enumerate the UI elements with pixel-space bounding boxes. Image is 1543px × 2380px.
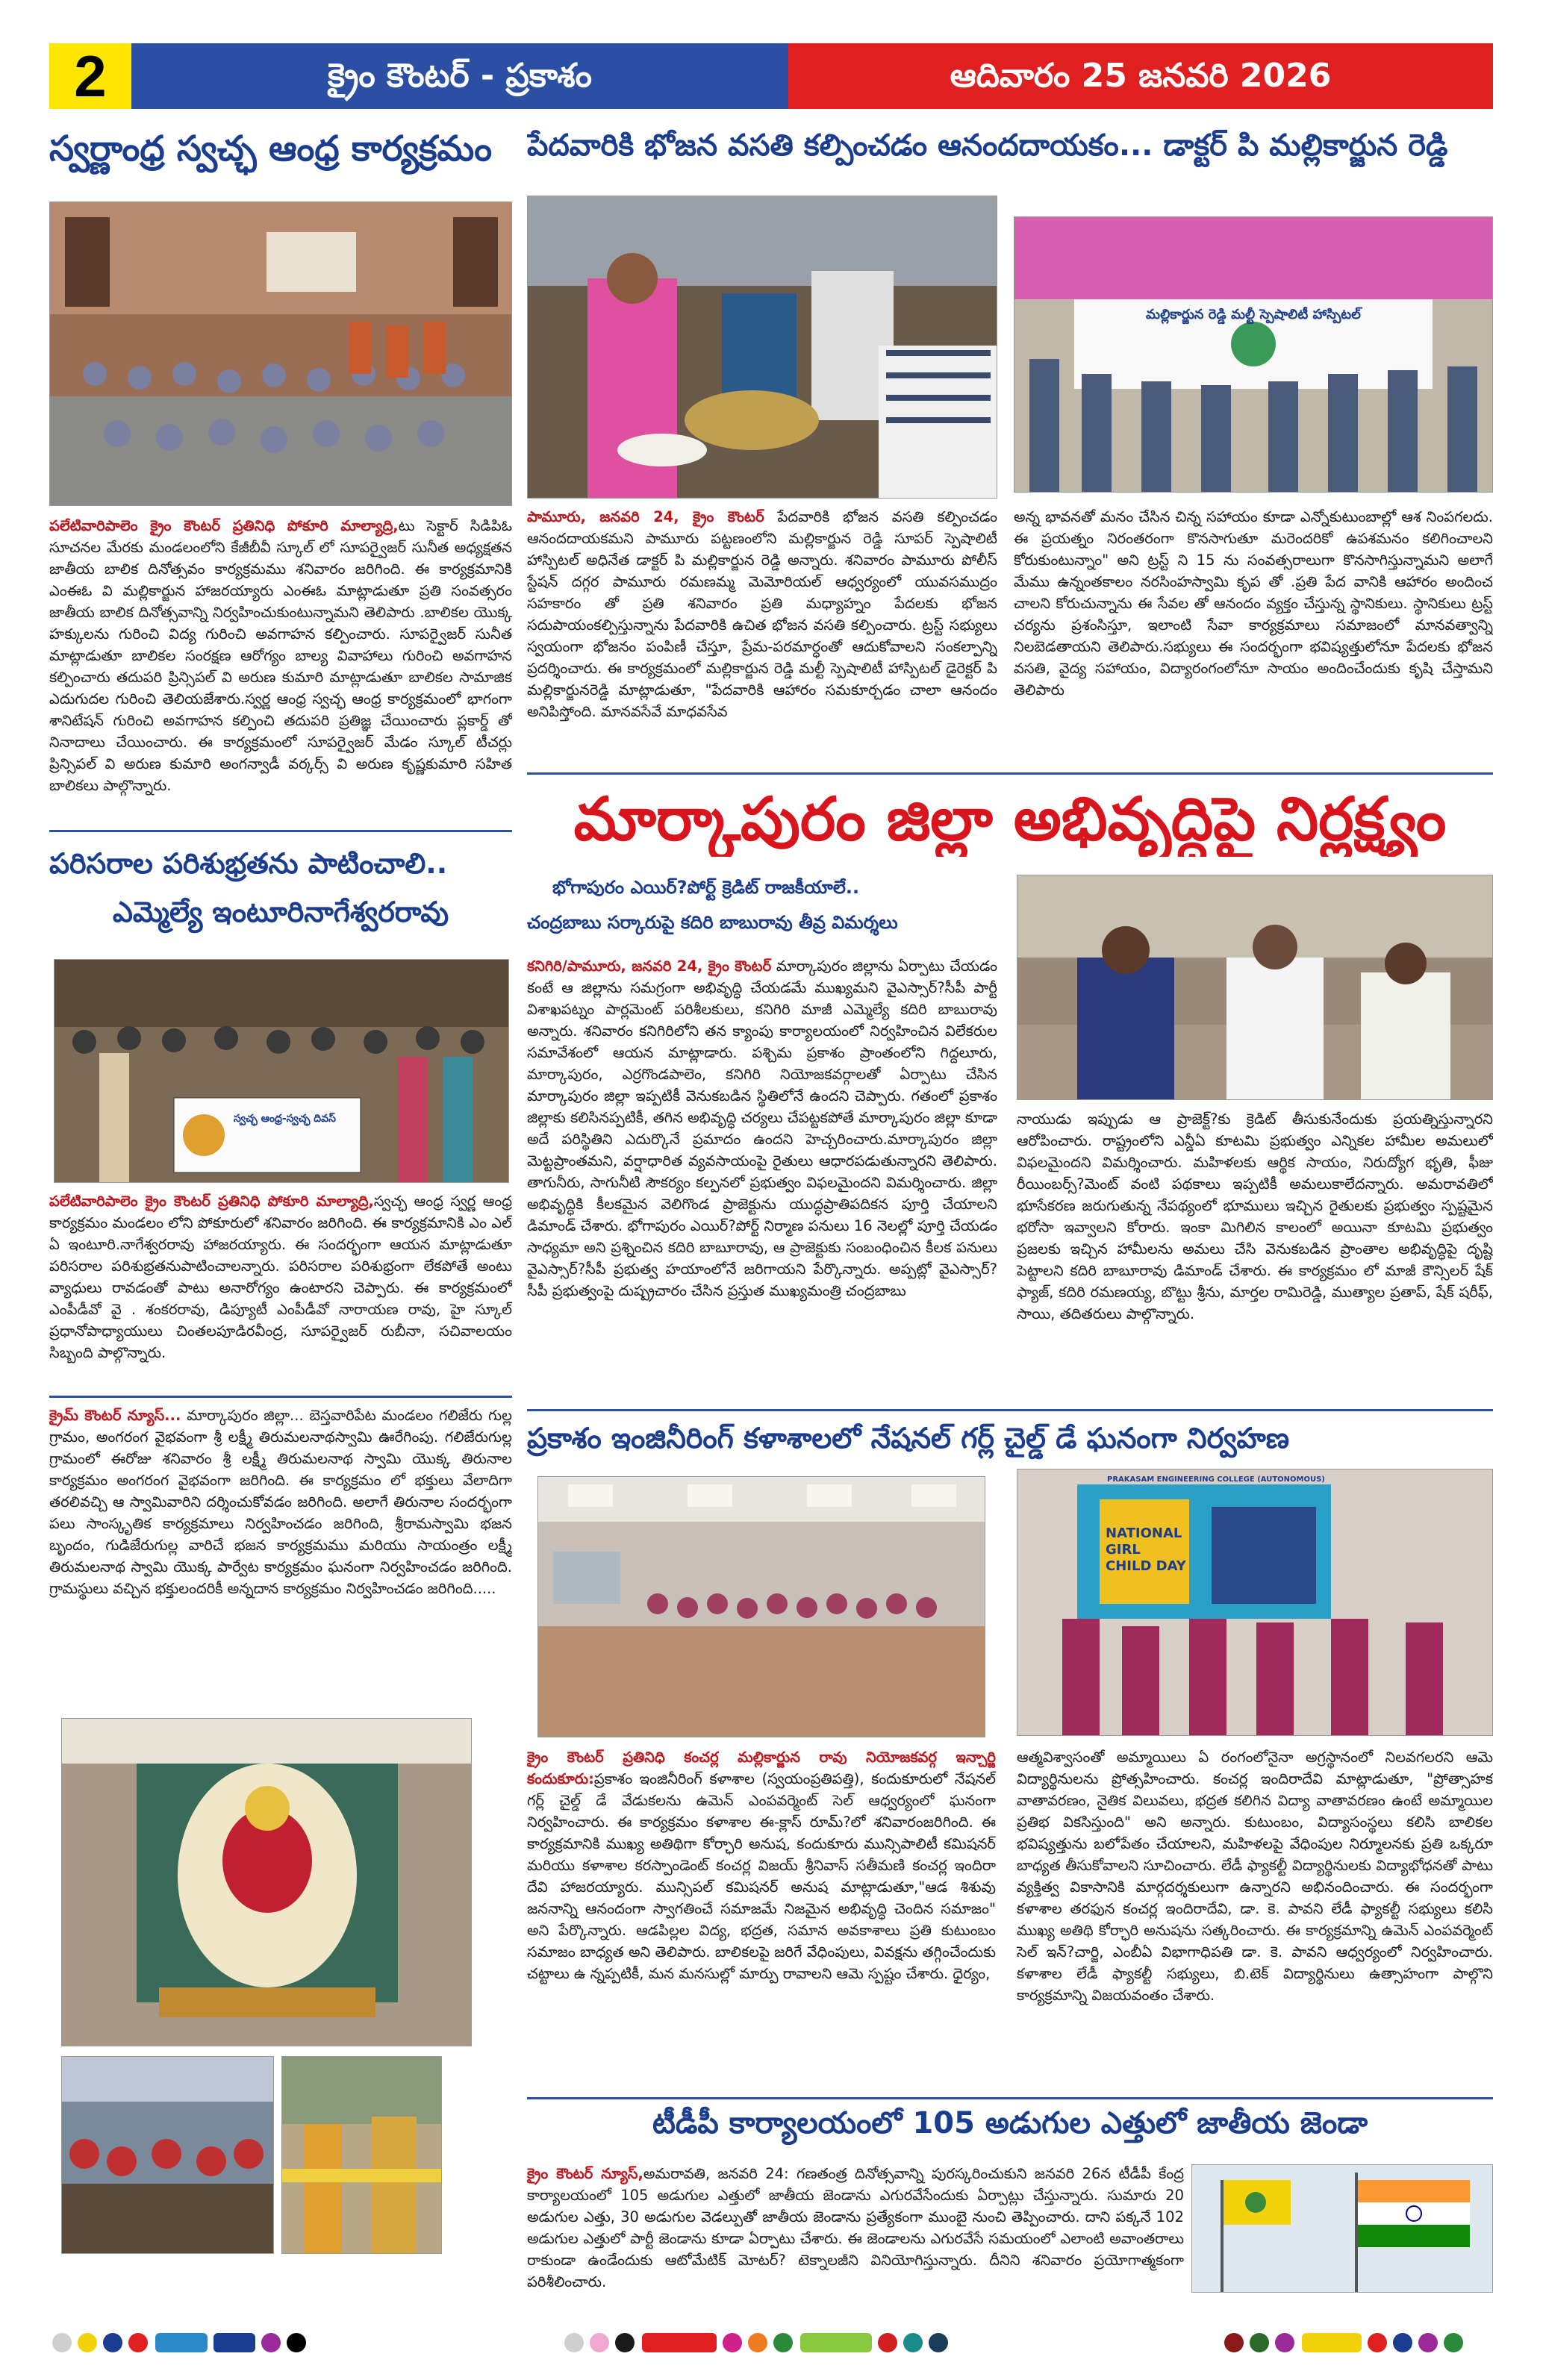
story1-body <box>49 515 512 821</box>
story6-classroom-photo <box>537 1476 985 1737</box>
story5-byline: క్రైమ్ కౌంటర్ న్యూస్... <box>49 1407 181 1424</box>
story3-body-right: నాయుడు ఇప్పుడు ఆ ప్రాజెక్ట్?కు క్రెడిట్ తీసుకునేందుకు ప్రయత్నిస్తున్నారని ఆరోపించారు. రాష్ట్రంలోని ఎన్డీఏ కూటమి ప్రభుత్వం ఎన్నికల హామీల అమలులో విఫలమైందని విమర్శించారు. మహిళలకు ఆర్థిక సాయం, నిరుద్యోగ భృతి, ఫీజు రీయింబర్స్?మెంట్ వంటి పథకాలు ఇప్పటికీ అమలుకాలేదన్నారు. అమరావతిలో భూసేకరణ జరుగుతున్న నేపథ్యంలో భూములు ఇచ్చిన రైతులకు ప్రభుత్వం స్పష్టమైన భరోసా ఇవ్వాలని కోరారు. ఇంకా మిగిలిన కాలంలో అయినా కూటమి ప్రభుత్వం ప్రజలకు ఇచ్చిన హామీలను అమలు చేసి వెనుకబడిన ప్రాంతాల అభివృద్ధిపై దృష్టి పెట్టాలని కదిరి బాబూరావు డిమాండ్ చేశారు. ఈ కార్యక్రమం లో మాజీ కౌన్సిలర్ షేక్ ఫ్యాజ్, కదిరి రమణయ్య, బొట్టు శ్రీను, మార్తల రామిరెడ్డి, ముత్యాల ప్రతాప్, షేక్ షరీఫ్, సాయి, తదితరులు పాల్గొన్నారు. <box>1017 1111 1493 1322</box>
story5-deity-photo <box>61 1718 472 2046</box>
divider <box>49 830 512 832</box>
story2-banner: మల్లికార్జున రెడ్డి మల్టీ స్పెషాలిటీ హాస్పిటల్ <box>1146 307 1361 322</box>
story2-body-left <box>527 506 997 767</box>
story7-byline: క్రైం కౌంటర్ న్యూస్, <box>527 2165 643 2182</box>
publication-date: ఆదివారం 25 జనవరి 2026 <box>788 43 1493 109</box>
divider <box>527 1409 1493 1411</box>
story6-stage-photo <box>1017 1469 1493 1736</box>
story7-flags-photo <box>1191 2164 1493 2293</box>
story2-byline: పామూరు, జనవరి 24, క్రైం కౌంటర్ <box>527 508 764 525</box>
story6-banner: NATIONAL GIRL CHILD DAY <box>1106 1525 1186 1574</box>
story1-text: టు సెక్టార్ సిడిపిఓ సూచనల మేరకు మండలంలోని కేజీబీవీ స్కూల్ లో సూపర్వైజర్ సునీత అధ్యక్షతన జాతీయ బాలిక దినోత్సవం కార్యక్రమము శనివారం జరిగింది. ఈ కార్యక్రమానికి ఎంఈఓ వి మల్లికార్జున హాజరయ్యారు ఎంఈఓ మాట్లాడుతూ ప్రతి సంవత్సరం జాతీయ బాలిక దినోత్సవాన్ని నిర్వహించుకుంటున్నామని తెలిపారు .బాలికల యొక్క హక్కులను గురించి విద్య గురించి అవగాహన కల్పించారు. సూపర్వైజర్ సునీత మాట్లాడుతూ బాలికల సంరక్షణ ఆరోగ్యం బాల్య వివాహాలు గురించి అవగాహన కల్పించారు తదుపరి ప్రిన్సిపల్ వి అరుణ కుమారి మాట్లాడుతూ బాలికల సామాజిక ఎదుగుదల గురించి తెలియజేశారు.స్వర్ణ ఆంధ్ర స్వచ్ఛ ఆంధ్ర కార్యక్రమంలో భాగంగా శానిటేషన్ గురించి అవగాహన కల్పించి తదుపరి ప్రతిజ్ఞ చేయించారు ప్లకార్డ్ తో నినాదాలు చేయించారు. ఈ కార్యక్రమంలో సూపర్వైజర్ మేడం స్కూల్ టీచర్లు ప్రిన్సిపల్ వి అరుణ కుమారి అంగన్వాడీ వర్కర్స్ వి అరుణ కృష్ణకుమారి సహిత బాలికలు పాల్గొన్నారు. <box>49 517 512 794</box>
story2-hospital-photo <box>1014 216 1493 493</box>
story3-subhead1: భోగాపురం ఎయిర్?పోర్ట్ క్రెడిట్ రాజకీయాలే.. <box>552 877 860 898</box>
publication-title: క్రైం కౌంటర్ - ప్రకాశం <box>131 43 788 109</box>
story1-headline: స్వర్ణాంధ్ర స్వచ్ఛ ఆంధ్ర కార్యక్రమం <box>49 128 493 169</box>
story6-banner-top: PRAKASAM ENGINEERING COLLEGE (AUTONOMOUS) <box>1107 1475 1325 1484</box>
story6-body-right: ఆత్మవిశ్వాసంతో అమ్మాయిలు ఏ రంగంలోనైనా అగ్రస్థానంలో నిలవగలరని ఆమె విద్యార్థినులను ప్రోత్సహించారు. కంచర్ల ఇందిరాదేవి మాట్లాడుతూ, "ప్రోత్సాహక వాతావరణం, నైతిక విలువలు, భద్రత కలిగిన విద్యా వాతావరణం ఉంటే అమ్మాయిల ప్రతిభ వికసిస్తుంది" అని అన్నారు. కుటుంబం, విద్యాసంస్థలు కలిసి బాలికల భవిష్యత్తును బలోపేతం చేయాలని, మహిళలపై వేధింపుల నిర్మూలనకు ప్రతి ఒక్కరూ బాధ్యత తీసుకోవాలని సూచించారు. లేడీ ఫ్యాకల్టీ విద్యార్థినులకు విద్యాభోధనతో పాటు వ్యక్తిత్వ వికాసానికి మార్గదర్శకులుగా ఉన్నారని అభినందించారు. ఈ సందర్భంగా కళాశాల తరఫున కంచర్ల ఇందిరాదేవి, డా. కె. పావని లేడీ ఫ్యాకల్టీ సభ్యులు కలిసి ముఖ్య అతిథి కోర్ఛారి అనుషను సత్కరించారు. ఈ కార్యక్రమాన్ని ఉమెన్ ఎంపవర్మెంట్ సెల్ ఇన్?చార్జి, ఎంబీఏ విభాగాధిపతి డా. కె. పావని ఆధ్వర్యంలో నిర్వహించారు. కళాశాల లేడీ ఫ్యాకల్టీ సభ్యులు, బి.టెక్ విద్యార్థినులు ఉత్సాహంగా పాల్గొని కార్యక్రమాన్ని విజయవంతం చేశారు. <box>1017 1749 1493 2004</box>
story6-headline: ప్రకాశం ఇంజినీరింగ్ కళాశాలలో నేషనల్ గర్ల్ చైల్డ్ డే ఘనంగా నిర్వహణ <box>527 1422 1290 1455</box>
story5-text: మార్కాపురం జిల్లా... బెస్తవారిపేట మండలం గలిజేరు గుల్ల గ్రామం, అంగరంగ వైభవంగా శ్రీ లక్ష్మీ తిరుమలనాథస్వామి ఊరేగింపు. గలిజేరుగుల్ల గ్రామంలో ఈరోజు శనివారం శ్రీ లక్ష్మీ తిరుమలనాథ స్వామి యొక్క తిరునాల కార్యక్రమం అంగరంగ వైభవంగా జరిగింది. ఈ కార్యక్రమం లో భక్తులు వేలాదిగా తరలివచ్చి ఆ స్వామివారిని దర్శించుకోవడం జరిగింది. అలాగే తిరునాల సందర్భంగా పలు సాంస్కృతిక కార్యక్రమాలు నిర్వహించడం జరిగింది, శ్రీరామస్వామి భజన బృందం, గుడిజేరుగుల్ల వారిచే భజన కార్యక్రమము మరియు సాయంత్రం లక్ష్మీ తిరుమలనాథ స్వామి యొక్క పార్వేట కార్యక్రమం ఘనంగా నిర్వహించడం జరిగింది. గ్రామస్థులు వచ్చిన భక్తులందరికీ అన్నదాన కార్యక్రమం నిర్వహించడం జరిగింది..... <box>49 1407 512 1597</box>
story4-photo <box>54 959 509 1183</box>
story4-headline: పరిసరాల పరిశుభ్రతను పాటించాలి.. <box>49 847 448 880</box>
story3-headline: మార్కాపురం జిల్లా అభివృద్ధిపై నిర్లక్ష్యం <box>573 784 1447 854</box>
story6-text-left: ప్రకాశం ఇంజినీరింగ్ కళాశాల (స్వయంప్రతిపత్తి), కందుకూరులో నేషనల్ గర్ల్ చైల్డ్ డే వేడుకలను ఉమెన్ ఎంపవర్మెంట్ సెల్ ఆధ్వర్యంలో ఘనంగా నిర్వహించారు. ఈ కార్యక్రమం కళాశాల ఈ-క్లాస్ రూమ్?లో శనివారంజరిగింది. ఈ కార్యక్రమానికి ముఖ్య అతిథిగా కోర్ఛారి అనుష, కందుకూరు మున్సిపాలిటీ కమిషనర్ మరియు కళాశాల కరస్పాండెంట్ కంచర్ల విజయ్ శ్రీనివాస్ సతీమణి కంచర్ల ఇందిరా దేవి హాజరయ్యారు. మున్సిపల్ కమిషనర్ అనుష మాట్లాడుతూ,"ఆడ శిశువు జననాన్ని ఆనందంగా స్వాగతించే సమాజమే నిజమైన అభివృద్ధి చెందిన సమాజం" అని పేర్కొన్నారు. ఆడపిల్లల విద్య, భద్రత, సమాన అవకాశాలు ప్రతి కుటుంబం సమాజం బాధ్యత అని తెలిపారు. బాలికలపై జరిగే వేధింపులు, వివక్షను తగ్గించేందుకు చట్టాలు ఉ న్నప్పటికీ, మన మనసుల్లో మార్పు రావాలని ఆమె స్పష్టం చేశారు. ధైర్యం, <box>527 1770 996 1982</box>
story3-body-left <box>527 955 997 1403</box>
story4-subheadline: ఎమ్మెల్యే ఇంటూరినాగేశ్వరరావు <box>112 896 449 928</box>
story5-bhajan-photo <box>281 2056 442 2254</box>
story3-byline: కనిగిరి/పామూరు, జనవరి 24, క్రైం కౌంటర్ <box>527 958 772 975</box>
story3-photo <box>1017 875 1493 1100</box>
story7-headline: టీడీపీ కార్యాలయంలో 105 అడుగుల ఎత్తులో జాతీయ జెండా <box>652 2106 1368 2140</box>
page-number: 2 <box>49 43 131 109</box>
story4-banner: స్వచ్ఛ ఆంధ్ర-స్వచ్ఛ దివస్ <box>234 1113 336 1125</box>
story7-text: అమరావతి, జనవరి 24: గణతంత్ర దినోత్సవాన్ని పురస్కరించుకుని జనవరి 26న టీడీపీ కేంద్ర కార్యాలయంలో 105 అడుగుల ఎత్తులో జాతీయ జెండాను ఎగురవేసేందుకు ఏర్పాట్లు చేస్తున్నారు. సుమారు 20 అడుగుల ఎత్తు, 30 అడుగుల వెడల్పుతో జాతీయ జెండాను ప్రత్యేకంగా ముంబై నుంచి తెప్పించారు. దాని పక్కనే 102 అడుగుల ఎత్తులో పార్టీ జెండాను కూడా ఏర్పాటు చేశారు. ఈ జెండాలను ఎగురవేసే సమయంలో ఎలాంటి అవాంతరాలు రాకుండా ఉండేందుకు ఆటోమేటిక్ మోటర్? టెక్నాలజీని వినియోగిస్తున్నారు. దీనిని శనివారం ప్రయోగాత్మకంగా పరిశీలించారు. <box>527 2165 1184 2290</box>
story6-byline: క్రైం కౌంటర్ ప్రతినిధి కంచర్ల మల్లికార్జున రావు నియోజకవర్గ ఇన్చార్జి కందుకూరు: <box>527 1749 996 1787</box>
story4-text: స్వచ్ఛ ఆంధ్ర స్వర్ణ ఆంధ్ర కార్యక్రమం మండలం లోని పోకూరులో శనివారం జరిగింది. ఈ కార్యక్రమానికి ఎం ఎల్ ఏ ఇంటూరి.నాగేశ్వరరావు హాజరయ్యారు. ఈ సందర్భంగా ఆయన మాట్లాడుతూ పరిసరాల పరిశుభ్రతనుపాటించాలన్నారు. పరిసరాల పరిశుభ్రంగా లేకపోతే అంటు వ్యాధులు రావడంతో పాటు అనారోగ్యం ఉంటారని చెప్పారు. ఈ కార్యక్రమంలో ఎంపీడీవో వై . శంకరరావు, డిప్యూటీ ఎంపీడీవో నారాయణ రావు, హై స్కూల్ ప్రధానోపాధ్యాయులు చింతలపూడిరవీంద్ర, సూపర్వైజర్ రుబీనా, సచివాలయం సిబ్బంది పాల్గొన్నారు. <box>49 1193 512 1361</box>
story6-body-left <box>527 1746 996 2090</box>
story1-photo <box>49 202 512 506</box>
story2-text-left: పేదవారికి భోజన వసతి కల్పించడం ఆనందదాయకమని పామూరు పట్టణంలోని మల్లికార్జున రెడ్డి సూపర్ స్పెషాలిటీ హాస్పిటల్ అధినేత డాక్టర్ పి మల్లికార్జున రెడ్డి అన్నారు. శనివారం పామూరు పోలీస్ స్టేషన్ దగ్గర పామూరు రమణమ్మ మెమోరియల్ ఆధ్వర్యంలో యువసముద్రం సహకారం తో ప్రతి శనివారం ప్రతి మధ్యాహ్నం పేదలకు భోజన సదుపాయంకల్పిస్తున్నాను పేదవారికి ఉచిత భోజన వసతి కల్పించారు. ట్రస్ట్ సభ్యులు స్వయంగా భోజనం పంపిణీ చేస్తూ, ప్రేమ-పరమార్ధంతో ఆదుకోవాలని సంకల్పాన్ని ప్రదర్శించారు. ఈ కార్యక్రమంలో మల్లికార్జున రెడ్డి మల్టీ స్పెషాలిటీ హాస్పిటల్ డైరెక్టర్ పి మల్లికార్జునరెడ్డి మాట్లాడుతూ, "పేదవారికి ఆహారం సమకూర్చడం చాలా ఆనందం అనిపిస్తోంది. మానవసేవే మాధవసేవ <box>527 508 997 720</box>
story2-food-photo <box>527 196 997 499</box>
story5-crowd-photo <box>61 2056 274 2254</box>
story4-byline: పలేటివారిపాలెం క్రైం కౌంటర్ ప్రతినిధి పోకూరి మాల్యాద్రి, <box>49 1193 374 1210</box>
story2-headline: పేదవారికి భోజన వసతి కల్పించడం ఆనందదాయకం... డాక్టర్ పి మల్లికార్జున రెడ్డి <box>527 128 1448 163</box>
story3-subhead2: చంద్రబాబు సర్కారుపై కదిరి బాబురావు తీవ్ర విమర్శలు <box>527 912 898 933</box>
story3-text-left: మార్కాపురం జిల్లాను ఏర్పాటు చేయడం కంటే ఆ జిల్లాను సమగ్రంగా అభివృద్ధి చేయడమే ముఖ్యమని వైఎస్సార్?సీపీ పార్టీ విశాఖపట్నం పార్లమెంట్ పరిశీలకులు, కనిగిరి మాజీ ఎమ్మెల్యే కదిరి బాబురావు అన్నారు. శనివారం కనిగిరిలోని తన క్యాంపు కార్యాలయంలో నిర్వహించిన విలేకరుల సమావేశంలో ఆయన మాట్లాడారు. పశ్చిమ ప్రకాశం ప్రాంతంలోని గిద్దలూరు, మార్కాపురం, ఎర్రగొండపాలెం, కనిగిరి నియోజకవర్గాలతో ఏర్పాటు చేసిన మార్కాపురం జిల్లా ఇప్పటికీ వెనుకబడిన స్థితిలోనే ఉందని చెప్పారు. గతంలో ప్రకాశం జిల్లాకు కలిసినప్పటికీ, తగిన అభివృద్ధి చర్యలు చేపట్టకపోతే మార్కాపురం జిల్లా కూడా అదే పరిస్థితిని ఎదుర్కొనే ప్రమాదం ఉందని హెచ్చరించారు.మార్కాపురం జిల్లా మెట్టప్రాంతమని, వర్షాధారిత వ్యవసాయంపై రైతులు ఆధారపడుతున్నారని తెలిపారు. తాగునీరు, సాగునీటి సౌకర్యం కల్పనలో ప్రభుత్వం విఫలమైందని విమర్శించారు. జిల్లా అభివృద్ధికి కీలకమైన వెలిగొండ ప్రాజెక్టును యుద్ధప్రాతిపదికన పూర్తి చేయాలని డిమాండ్ చేశారు. భోగాపురం ఎయిర్?పోర్ట్ నిర్మాణ పనులు 16 నెలల్లో పూర్తి చేయడం సాధ్యమా అని ప్రశ్నించిన కదిరి బాబూరావు, ఆ ప్రాజెక్టుకు సంబంధించిన కీలక పనులు వైఎస్సార్?సీపీ ప్రభుత్వ హయాంలోనే జరిగాయని పేర్కొన్నారు. అప్పట్లో వైఎస్సార్?సీపీ ప్రభుత్వంపై దుష్ప్రచారం చేసిన ప్రస్తుత ముఖ్యమంత్రి చంద్రబాబు <box>527 958 997 1299</box>
story2-body-right: అన్న భావనతో మనం చేసిన చిన్న సహాయం కూడా ఎన్నోకుటుంబాల్లో ఆశ నింపగలదు. ఈ ప్రయత్నం నిరంతరంగా కొనసాగుతూ మరెందరికో ఉపశమనం కలిగించాలని కోరుకుంటున్నాం" అని ట్రస్ట్ ని 15 ను సంవత్సరాలుగా కొనసాగిస్తున్నామని అలాగే మేము ఉన్నంతకాలం నరసింహస్వామి కృప తో .ప్రతి పేద వానికి ఆహారం అందించ చాలని కోరుచున్నాను ఈ సేవల తో ఆనందం వ్యక్తం చేస్తున్న స్థానికులు. స్థానికులు ట్రస్ట్ చర్యను ప్రశంసిస్తూ, ఇలాంటి సేవా కార్యక్రమాలు సమాజంలో మానవత్వాన్ని నిలబెడతాయని తెలిపారు.సభ్యులు ఈ సందర్భంగా భవిష్యత్తులోనూ పేదలకు భోజన వసతి, వైద్య సహాయం, విద్యారంగంలోనూ సాయం అందించేందుకు కృషి చేస్తామని తెలిపారు <box>1014 508 1493 699</box>
story4-body <box>49 1190 512 1384</box>
story7-body <box>527 2163 1184 2294</box>
divider <box>527 2097 1493 2099</box>
divider <box>49 1396 512 1398</box>
story5-body <box>49 1405 512 1711</box>
story1-byline: పలేటివారిపాలెం క్రైం కౌంటర్ ప్రతినిధి పోకూరి మాల్యాద్రి, <box>49 517 399 534</box>
divider <box>527 772 1493 775</box>
